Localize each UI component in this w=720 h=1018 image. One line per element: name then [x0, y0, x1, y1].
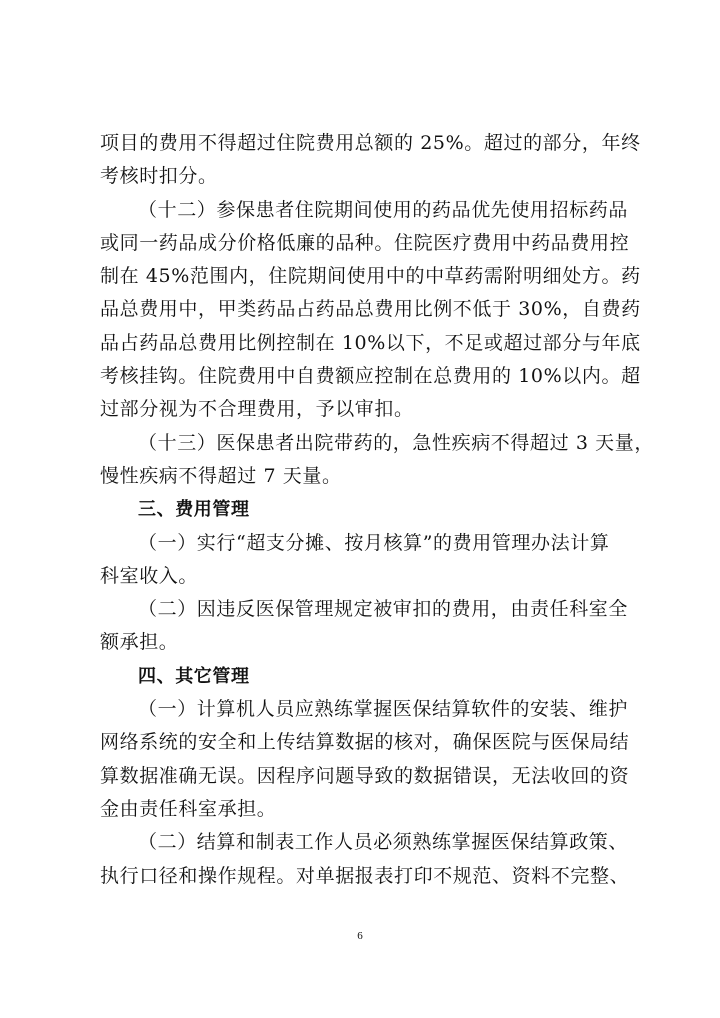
text-line: （二）因违反医保管理规定被审扣的费用，由责任科室全: [138, 598, 629, 621]
text-line: （一）计算机人员应熟练掌握医保结算软件的安装、维护: [138, 698, 629, 721]
text-line: 金由责任科室承担。: [100, 797, 277, 820]
text-line: 过部分视为不合理费用，予以审扣。: [100, 398, 414, 421]
text-line: （十二）参保患者住院期间使用的药品优先使用招标药品: [138, 198, 629, 221]
text-line: 项目的费用不得超过住院费用总额的 25%。超过的部分，年终: [100, 132, 641, 154]
section-heading: 三、费用管理: [138, 499, 250, 521]
text-line: 科室收入。: [100, 564, 199, 587]
document-body: [100, 127, 654, 893]
text-line: 算数据准确无误。因程序问题导致的数据错误，无法收回的资: [100, 764, 630, 787]
page-number: 6: [357, 930, 363, 942]
text-line: 品总费用中，甲类药品占药品总费用比例不低于 30%，自费药: [100, 298, 641, 321]
text-line: （二）结算和制表工作人员必须熟练掌握医保结算政策、: [138, 831, 629, 854]
text-line: 网络系统的安全和上传结算数据的核对，确保医院与医保局结: [100, 731, 630, 754]
text-line: 品占药品总费用比例控制在 10%以下，不足或超过部分与年底: [100, 331, 641, 354]
text-line: 或同一药品成分价格低廉的品种。住院医疗费用中药品费用控: [100, 231, 630, 254]
text-line: 慢性疾病不得超过 7 天量。: [100, 464, 342, 487]
text-line: 考核挂钩。住院费用中自费额应控制在总费用的 10%以内。超: [100, 365, 641, 388]
text-line: 考核时扣分。: [100, 165, 218, 188]
text-line: 执行口径和操作规程。对单据报表打印不规范、资料不完整、: [100, 864, 630, 887]
text-line: 制在 45%范围内，住院期间使用中的中草药需附明细处方。药: [100, 265, 641, 288]
text-line: 额承担。: [100, 631, 179, 654]
text-line: （一）实行“超支分摊、按月核算”的费用管理办法计算: [138, 531, 610, 554]
text-line: （十三）医保患者出院带药的，急性疾病不得超过 3 天量，: [138, 431, 654, 454]
section-heading: 四、其它管理: [138, 665, 250, 687]
